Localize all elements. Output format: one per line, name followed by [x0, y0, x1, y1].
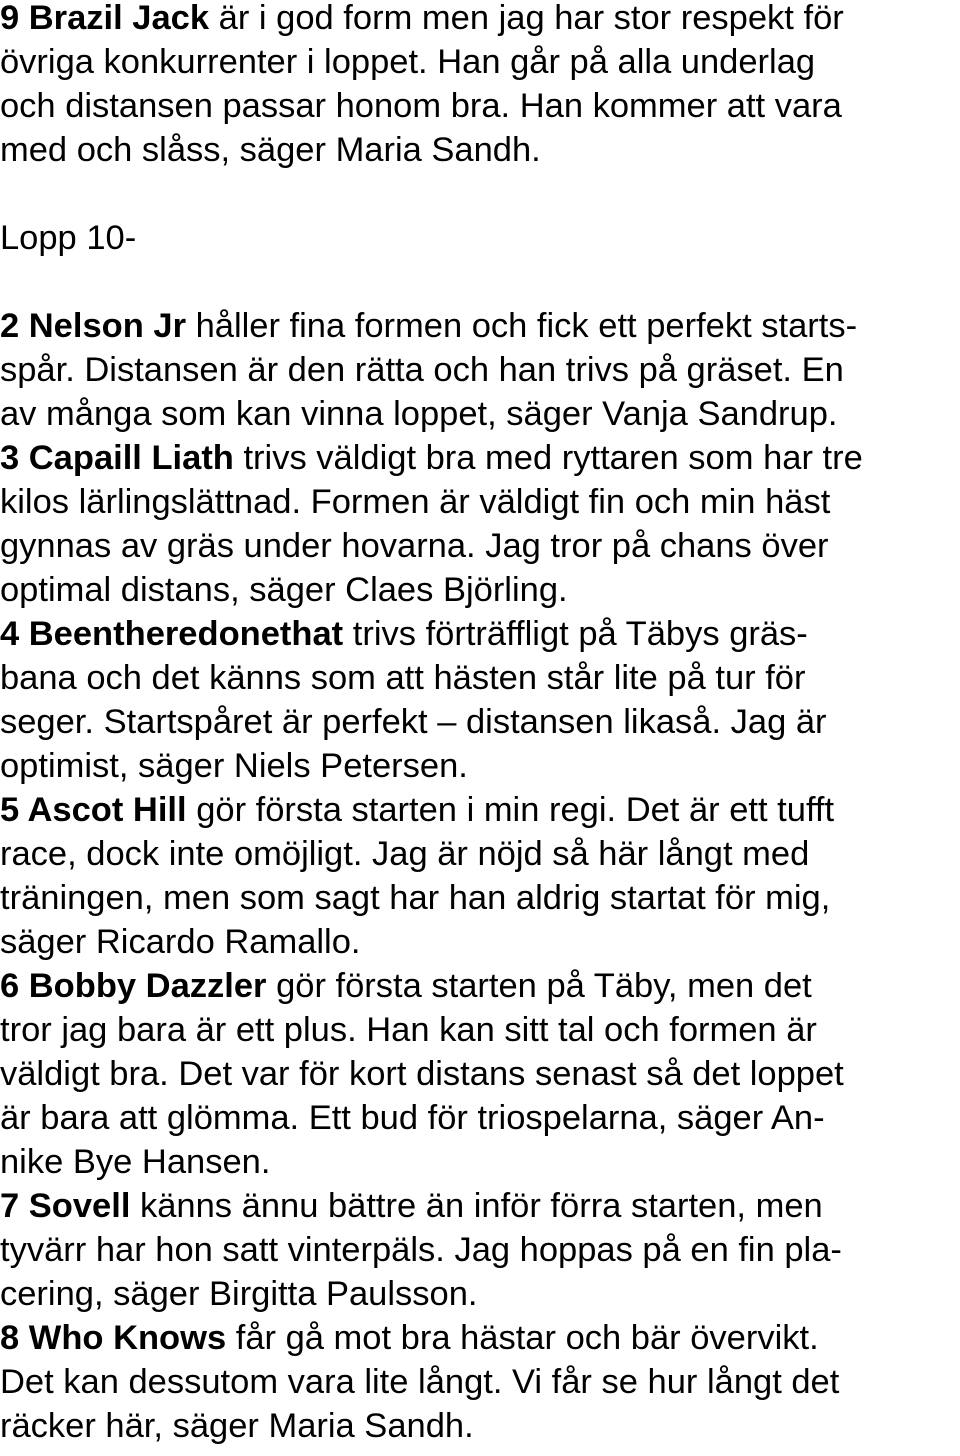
- text-line: nike Bye Hansen.: [0, 1143, 271, 1181]
- text-segment: känns ännu bättre än inför förra starten, men: [130, 1187, 823, 1225]
- text-line: tyvärr har hon satt vinterpäls. Jag hoppas på en fin pla-: [0, 1231, 842, 1269]
- text-line: cering, säger Birgitta Paulsson.: [0, 1275, 478, 1313]
- horse-name: 2 Nelson Jr: [0, 307, 186, 345]
- horse-name: 3 Capaill Liath: [0, 439, 234, 477]
- entry-paragraph: [0, 1316, 960, 1448]
- text-line: [0, 436, 960, 480]
- text-line: Det kan dessutom vara lite långt. Vi får se hur långt det: [0, 1363, 840, 1401]
- entry-paragraph: [0, 788, 960, 964]
- text-line: kilos lärlingslättnad. Formen är väldigt fin och min häst: [0, 483, 831, 521]
- text-line: och distansen passar honom bra. Han kommer att vara: [0, 87, 842, 125]
- text-line: [0, 0, 960, 40]
- text-line: bana och det känns som att hästen står lite på tur för: [0, 659, 806, 697]
- text-line: [0, 1184, 960, 1228]
- text-line: [0, 964, 960, 1008]
- text-line: träningen, men som sagt har han aldrig startat för mig,: [0, 879, 831, 917]
- text-line: optimist, säger Niels Petersen.: [0, 747, 468, 785]
- horse-name: 4 Beentheredonethat: [0, 615, 344, 653]
- text-line: [0, 612, 960, 656]
- horse-name: 5 Ascot Hill: [0, 791, 187, 829]
- text-segment: trivs förträffligt på Täbys gräs-: [343, 615, 808, 653]
- entry-paragraph: [0, 612, 960, 788]
- text-line: seger. Startspåret är perfekt – distansen likaså. Jag är: [0, 703, 827, 741]
- horse-name: 6 Bobby Dazzler: [0, 967, 267, 1005]
- text-line: räcker här, säger Maria Sandh.: [0, 1407, 474, 1445]
- text-line: gynnas av gräs under hovarna. Jag tror på chans över: [0, 527, 829, 565]
- horse-name: 9 Brazil Jack: [0, 0, 210, 37]
- text-line: med och slåss, säger Maria Sandh.: [0, 131, 541, 169]
- text-line: tror jag bara är ett plus. Han kan sitt tal och formen är: [0, 1011, 817, 1049]
- text-line: [0, 1316, 960, 1360]
- text-line: säger Ricardo Ramallo.: [0, 923, 361, 961]
- text-segment: är i god form men jag har stor respekt för: [209, 0, 844, 37]
- text-segment: trivs väldigt bra med ryttaren som har tre: [233, 439, 863, 477]
- entry-paragraph: [0, 1184, 960, 1316]
- text-line: av många som kan vinna loppet, säger Vanja Sandrup.: [0, 395, 838, 433]
- spacer: [0, 260, 960, 304]
- text-segment: gör första starten på Täby, men det: [266, 967, 812, 1005]
- entry-paragraph: [0, 0, 960, 172]
- text-line: är bara att glömma. Ett bud för triospelarna, säger An-: [0, 1099, 825, 1137]
- text-line: race, dock inte omöjligt. Jag är nöjd så här långt med: [0, 835, 810, 873]
- race-heading: Lopp 10-: [0, 219, 137, 257]
- text-line: [0, 304, 960, 348]
- text-segment: gör första starten i min regi. Det är ett tufft: [186, 791, 835, 829]
- horse-name: 7 Sovell: [0, 1187, 131, 1225]
- horse-name: 8 Who Knows: [0, 1319, 227, 1357]
- text-line: övriga konkurrenter i loppet. Han går på alla underlag: [0, 43, 816, 81]
- entry-paragraph: [0, 304, 960, 436]
- entry-paragraph: [0, 964, 960, 1184]
- spacer: [0, 172, 960, 216]
- text-segment: håller fina formen och fick ett perfekt starts-: [186, 307, 858, 345]
- text-segment: får gå mot bra hästar och bär övervikt.: [226, 1319, 819, 1357]
- text-line: spår. Distansen är den rätta och han trivs på gräset. En: [0, 351, 844, 389]
- entry-paragraph: [0, 436, 960, 612]
- text-line: [0, 788, 960, 832]
- text-line: väldigt bra. Det var för kort distans senast så det loppet: [0, 1055, 844, 1093]
- text-line: optimal distans, säger Claes Björling.: [0, 571, 568, 609]
